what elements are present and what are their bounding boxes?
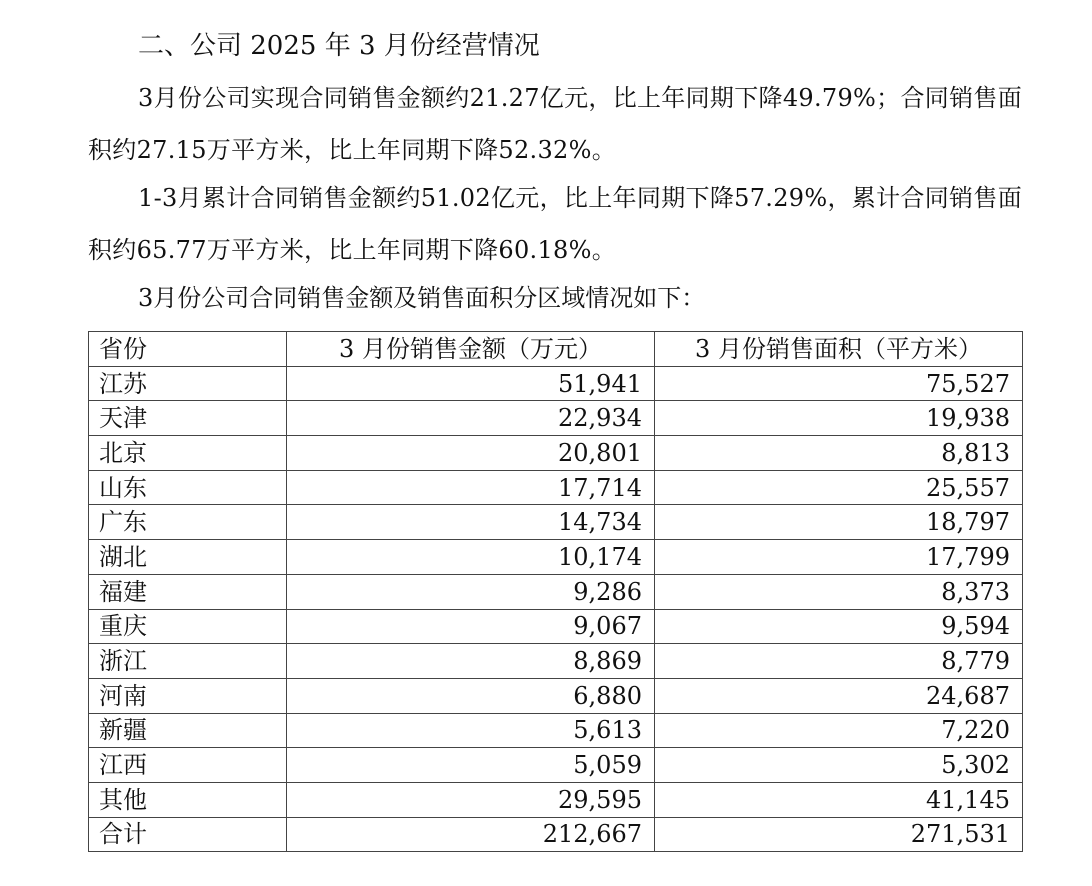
cell-province: 北京 <box>89 436 287 471</box>
cell-sales-area: 19,938 <box>655 401 1023 436</box>
cell-province: 江苏 <box>89 366 287 401</box>
cell-sales-amount: 29,595 <box>287 782 655 817</box>
cell-province: 合计 <box>89 817 287 852</box>
cell-province: 其他 <box>89 782 287 817</box>
cell-province: 江西 <box>89 748 287 783</box>
table-row <box>89 713 1023 748</box>
cell-sales-amount: 9,067 <box>287 609 655 644</box>
table-row <box>89 678 1023 713</box>
table-row <box>89 782 1023 817</box>
header-sales-area: 3 月份销售面积（平方米） <box>655 332 1023 367</box>
cell-sales-amount: 20,801 <box>287 436 655 471</box>
table-row <box>89 366 1023 401</box>
cell-province: 浙江 <box>89 644 287 679</box>
table-row <box>89 540 1023 575</box>
table-header-row <box>89 332 1023 367</box>
cell-sales-amount: 8,869 <box>287 644 655 679</box>
cell-sales-amount: 14,734 <box>287 505 655 540</box>
paragraph-text: 1-3月累计合同销售金额约51.02亿元，比上年同期下降57.29%，累计合同销售面积约65.77万平方米，比上年同期下降60.18%。 <box>88 184 1022 264</box>
cell-sales-amount: 10,174 <box>287 540 655 575</box>
cell-sales-area: 18,797 <box>655 505 1023 540</box>
table-row <box>89 817 1023 852</box>
cell-sales-area: 24,687 <box>655 678 1023 713</box>
cell-province: 河南 <box>89 678 287 713</box>
cell-sales-amount: 51,941 <box>287 366 655 401</box>
cell-sales-area: 9,594 <box>655 609 1023 644</box>
cell-province: 天津 <box>89 401 287 436</box>
cell-sales-amount: 17,714 <box>287 470 655 505</box>
cell-sales-area: 75,527 <box>655 366 1023 401</box>
table-row <box>89 436 1023 471</box>
cell-sales-area: 8,813 <box>655 436 1023 471</box>
cell-sales-amount: 9,286 <box>287 574 655 609</box>
cell-sales-area: 8,373 <box>655 574 1023 609</box>
paragraph-q1-cumulative <box>88 172 1022 276</box>
cell-sales-area: 25,557 <box>655 470 1023 505</box>
cell-sales-amount: 6,880 <box>287 678 655 713</box>
table-intro: 3月份公司合同销售金额及销售面积分区域情况如下： <box>138 284 706 312</box>
cell-province: 福建 <box>89 574 287 609</box>
table-row <box>89 401 1023 436</box>
cell-province: 山东 <box>89 470 287 505</box>
cell-sales-area: 41,145 <box>655 782 1023 817</box>
section-heading: 二、公司 2025 年 3 月份经营情况 <box>138 31 540 61</box>
cell-province: 湖北 <box>89 540 287 575</box>
cell-sales-amount: 5,613 <box>287 713 655 748</box>
cell-sales-amount: 5,059 <box>287 748 655 783</box>
header-province: 省份 <box>89 332 287 367</box>
table-row <box>89 470 1023 505</box>
cell-sales-area: 5,302 <box>655 748 1023 783</box>
cell-sales-area: 8,779 <box>655 644 1023 679</box>
cell-province: 广东 <box>89 505 287 540</box>
cell-sales-amount: 22,934 <box>287 401 655 436</box>
cell-sales-area: 7,220 <box>655 713 1023 748</box>
table-row <box>89 644 1023 679</box>
regional-sales-table <box>88 331 1023 852</box>
cell-sales-area: 271,531 <box>655 817 1023 852</box>
table-row <box>89 505 1023 540</box>
cell-sales-area: 17,799 <box>655 540 1023 575</box>
cell-province: 重庆 <box>89 609 287 644</box>
cell-sales-amount: 212,667 <box>287 817 655 852</box>
paragraph-march-sales <box>88 72 1022 176</box>
table-row <box>89 574 1023 609</box>
table-row <box>89 609 1023 644</box>
cell-province: 新疆 <box>89 713 287 748</box>
header-sales-amount: 3 月份销售金额（万元） <box>287 332 655 367</box>
paragraph-text: 3月份公司实现合同销售金额约21.27亿元，比上年同期下降49.79%；合同销售面积约27.15万平方米，比上年同期下降52.32%。 <box>88 84 1022 164</box>
table-row <box>89 748 1023 783</box>
